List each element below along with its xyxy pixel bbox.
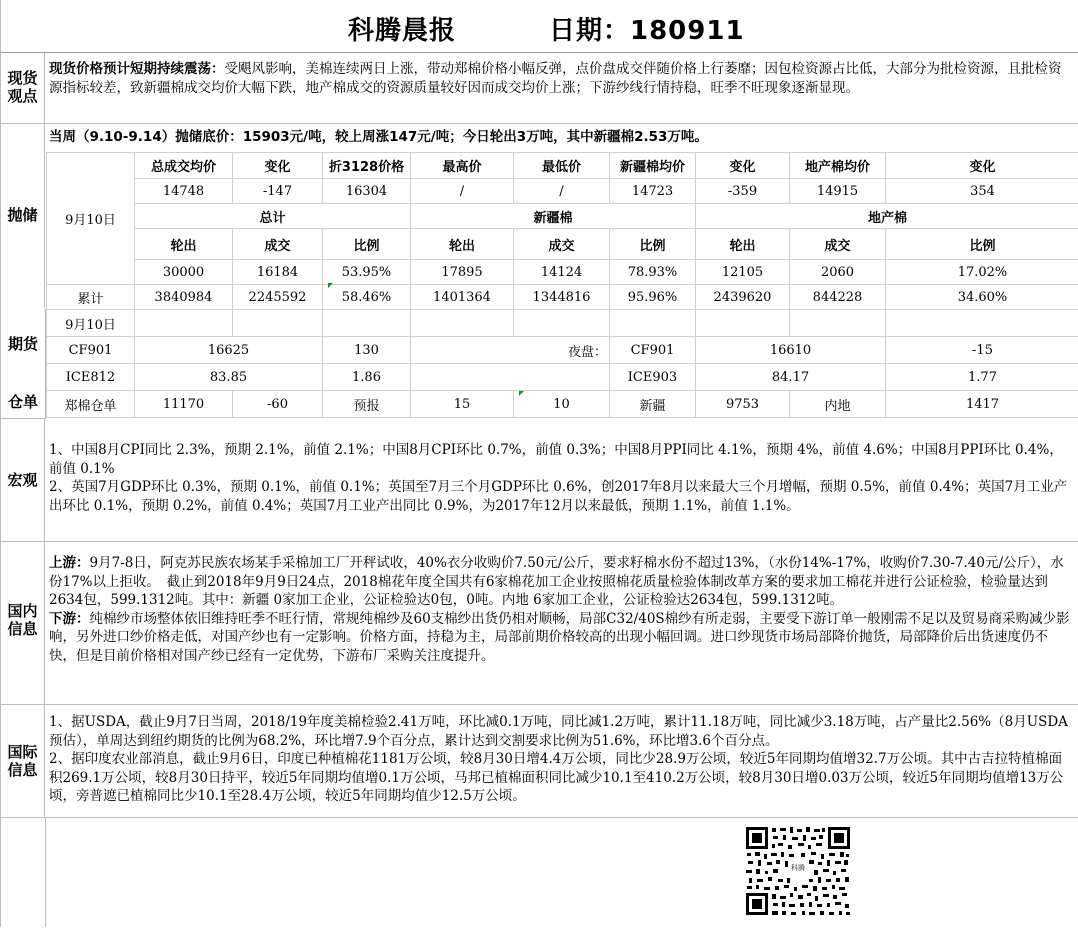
price-header: 最高价 — [411, 153, 514, 179]
inland-value: 1417 — [886, 391, 1078, 418]
comment-marker — [328, 283, 333, 288]
sub-header-row — [47, 229, 1078, 260]
warehouse-name: 郑棉仓单 — [47, 391, 135, 418]
price-value: 14748 — [135, 179, 233, 204]
day-value: 17.02% — [886, 260, 1078, 285]
sub-header: 比例 — [610, 229, 696, 260]
ice2-change: 1.77 — [886, 364, 1078, 391]
cf-night-name: CF901 — [610, 337, 696, 364]
spot-headline: 现货价格预计短期持续震荡： — [49, 61, 225, 77]
macro-section — [1, 419, 1078, 542]
price-header: 变化 — [233, 153, 323, 179]
sub-header: 成交 — [233, 229, 323, 260]
macro-item: 2、英国7月GDP环比 0.3%，预期 0.1%，前值 0.1%；英国至7月三个月GDP环比 0.6%，创2017年8月以来最大三个月增幅，预期 0.5%，前值 0.4%；英国7月工业产出环比 0.1%，预期 0.2%，前值 0.4%；英国7月工业产出同比 0.9%，为2017年12月以来最低，预期 1.1%，前值 1.1%。 — [49, 479, 1068, 514]
cumulative-row — [47, 285, 1078, 310]
price-header-row — [47, 153, 1078, 179]
upstream-paragraph — [49, 554, 1072, 610]
day-value: 17895 — [411, 260, 514, 285]
forecast-change: 10 — [514, 391, 610, 418]
domestic-section — [1, 542, 1078, 705]
international-text — [49, 713, 1072, 806]
auction-table — [46, 152, 1078, 310]
price-value: 16304 — [323, 179, 411, 204]
futures-date: 9月10日 — [47, 310, 135, 337]
ice1-price: 83.85 — [135, 364, 323, 391]
night-label: 夜盘： — [411, 337, 610, 364]
price-header: 最低价 — [514, 153, 610, 179]
price-value: 354 — [886, 179, 1078, 204]
cf-name: CF901 — [47, 337, 135, 364]
price-header: 新疆棉均价 — [610, 153, 696, 179]
ice1-change: 1.86 — [323, 364, 411, 391]
futures-date-row — [47, 310, 1078, 337]
international-section — [1, 705, 1078, 818]
group-total: 总计 — [135, 204, 411, 229]
price-header: 折3128价格 — [323, 153, 411, 179]
international-item: 1、据USDA，截止9月7日当周，2018/19年度美棉检验2.41万吨，环比减0.1万吨，同比减1.2万吨，累计11.18万吨，同比减少3.18万吨，占产量比2.56%（8月USDA预估），单周达到纽约期货的比例为68.2%，环比增7.9个百分点，累计达到交割要求比例为51.6%，环比增3.6个百分点。 — [49, 714, 1068, 749]
company-title: 科腾晨报 — [348, 16, 457, 46]
spot-body: 受飓风影响，美棉连续两日上涨，带动郑棉价格小幅反弹，点价盘成交伴随价格上行萎靡；因包检资源占比低，大部分为批检资源，且批检资源指标较差，致新疆棉成交均价大幅下跌，地产棉成交的资源质量较好因而成交均价上涨；下游纱线行情持稳，旺季不旺现象逐渐显现。 — [49, 61, 1062, 96]
price-value: -359 — [696, 179, 790, 204]
cf-row — [47, 337, 1078, 364]
forecast-label: 预报 — [323, 391, 411, 418]
international-label: 国际信息 — [1, 705, 45, 817]
warehouse-label: 仓单 — [7, 393, 38, 411]
group-local: 地产棉 — [696, 204, 1078, 229]
day-value: 53.95% — [323, 260, 411, 285]
warehouse-value: 11170 — [135, 391, 233, 418]
report-date: 日期：180911 — [549, 16, 745, 46]
sub-header: 轮出 — [135, 229, 233, 260]
cumulative-label: 累计 — [47, 285, 135, 310]
cum-value: 58.46% — [323, 285, 411, 310]
auction-date: 9月10日 — [47, 153, 135, 285]
price-value-row — [47, 179, 1078, 204]
cum-value: 3840984 — [135, 285, 233, 310]
group-xinjiang: 新疆棉 — [411, 204, 696, 229]
cum-value: 95.96% — [610, 285, 696, 310]
spot-label: 现货观点 — [1, 53, 45, 123]
price-value: 14915 — [790, 179, 886, 204]
price-value: / — [411, 179, 514, 204]
price-header: 总成交均价 — [135, 153, 233, 179]
day-value: 12105 — [696, 260, 790, 285]
spot-text — [49, 60, 1072, 97]
price-value: -147 — [233, 179, 323, 204]
day-value: 78.93% — [610, 260, 696, 285]
day-value: 30000 — [135, 260, 233, 285]
xinjiang-label: 新疆 — [610, 391, 696, 418]
cum-value: 2245592 — [233, 285, 323, 310]
upstream-body: 9月7-8日，阿克苏民族农场某手采棉加工厂开秤试收，40%衣分收购价7.50元/公斤，要求籽棉水份不超过13%，（水份14%-17%，收购价7.30-7.40元/公斤），水份17%以上拒收。 截止到2018年9月9日24点，2018棉花年度全国共有6家棉花加工企业按照棉花质量检验体制改革方案的要求加工棉花并进行公证检验，检验量达到2634包，599.1312吨。其中：新疆 0家加工企业，公证检验达0包，0吨。内地 6家加工企业，公证检验达2634包，599.1312吨。 — [49, 555, 1064, 608]
footer-label-cell — [1, 818, 46, 927]
price-value: 14723 — [610, 179, 696, 204]
ice2-name: ICE903 — [610, 364, 696, 391]
price-header: 变化 — [696, 153, 790, 179]
cf-price: 16625 — [135, 337, 323, 364]
cum-value: 2439620 — [696, 285, 790, 310]
qr-center-logo: 科腾 — [791, 864, 805, 872]
comment-marker — [519, 391, 524, 396]
cum-value: 1401364 — [411, 285, 514, 310]
warehouse-change: -60 — [233, 391, 323, 418]
price-header: 变化 — [886, 153, 1078, 179]
qr-code — [745, 826, 851, 916]
group-header-row — [47, 204, 1078, 229]
futures-table — [46, 309, 1078, 418]
xinjiang-value: 9753 — [696, 391, 790, 418]
cum-value: 844228 — [790, 285, 886, 310]
domestic-label: 国内信息 — [1, 542, 45, 704]
futures-label-cell — [1, 309, 46, 419]
ice2-price: 84.17 — [696, 364, 886, 391]
macro-label: 宏观 — [1, 419, 45, 541]
auction-summary: 当周（9.10-9.14）抛储底价：15903元/吨，较上周涨147元/吨；今日轮出3万吨，其中新疆棉2.53万吨。 — [49, 129, 708, 145]
sub-header: 轮出 — [696, 229, 790, 260]
sub-header: 比例 — [323, 229, 411, 260]
macro-text — [49, 441, 1072, 515]
sub-header: 轮出 — [411, 229, 514, 260]
upstream-title: 上游： — [49, 555, 90, 571]
inland-label: 内地 — [790, 391, 886, 418]
day-value-row — [47, 260, 1078, 285]
downstream-body: 纯棉纱市场整体依旧维持旺季不旺行情，常规纯棉纱及60支棉纱出货仍相对顺畅，局部C32/40S棉纱有所走弱，主要受下游订单一般刚需不足以及贸易商采购减少影响，另外进口纱价格走低，对国产纱也有一定影响。价格方面，持稳为主，局部前期价格较高的出现小幅回调。进口纱现货市场局部降价抛货，局部降价后出货速度仍不快，但是目前价格相对国产纱已经有一定优势，下游布厂采购关注度提升。 — [49, 610, 1070, 664]
cum-value: 34.60% — [886, 285, 1078, 310]
futures-label: 期货 — [7, 335, 38, 353]
day-value: 2060 — [790, 260, 886, 285]
domestic-text — [49, 554, 1072, 665]
ice-row — [47, 364, 1078, 391]
downstream-title: 下游： — [49, 610, 90, 627]
price-value: / — [514, 179, 610, 204]
spot-section — [1, 53, 1078, 124]
cf-night-change: -15 — [886, 337, 1078, 364]
sub-header: 成交 — [790, 229, 886, 260]
day-value: 14124 — [514, 260, 610, 285]
warehouse-row — [47, 391, 1078, 418]
report-header — [1, 0, 1078, 53]
forecast-value: 15 — [411, 391, 514, 418]
cf-night-price: 16610 — [696, 337, 886, 364]
downstream-paragraph — [49, 610, 1072, 666]
macro-item: 1、中国8月CPI同比 2.3%，预期 2.1%，前值 2.1%；中国8月CPI环比 0.7%，前值 0.3%；中国8月PPI同比 4.1%，预期 4%，前值 4.6%；中国8月PPI环比 0.4%，前值 0.1% — [49, 442, 1063, 477]
sub-header: 比例 — [886, 229, 1078, 260]
ice1-name: ICE812 — [47, 364, 135, 391]
cf-change: 130 — [323, 337, 411, 364]
sub-header: 成交 — [514, 229, 610, 260]
day-value: 16184 — [233, 260, 323, 285]
price-header: 地产棉均价 — [790, 153, 886, 179]
cum-value: 1344816 — [514, 285, 610, 310]
international-item: 2、据印度农业部消息，截止9月6日，印度已种植棉花1181万公顷，较8月30日增4.4万公顷，同比少28.9万公顷，较近5年同期均值增32.7万公顷。其中古吉拉特植棉面积269.1万公顷，较8月30日持平，较近5年同期均值增0.1万公顷，马邦已植棉面积同比减少10.1至410.2万公顷，较8月30日增0.03万公顷，较近5年同期均值增13万公顷，旁普遮已植棉同比少10.1至28.4万公顷，较近5年同期均值少12.5万公顷。 — [49, 751, 1064, 804]
auction-label: 抛储 — [1, 124, 45, 308]
